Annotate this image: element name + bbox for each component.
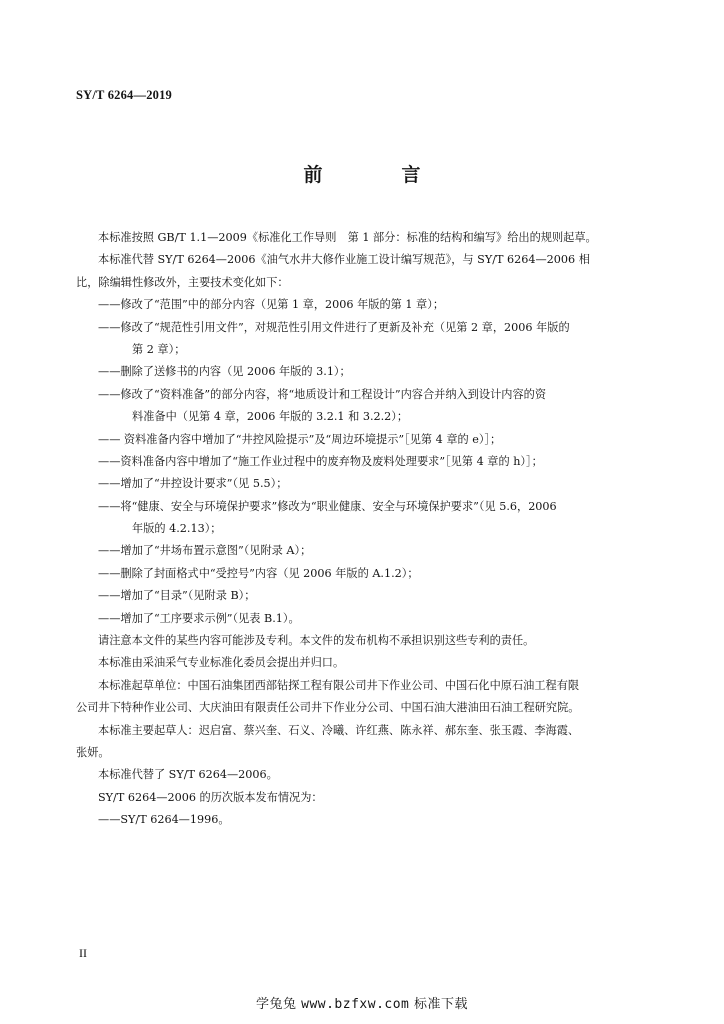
page-number: II	[79, 946, 87, 960]
drafting-units-line-1: 本标准起草单位：中国石油集团西部钻探工程有限公司井下作业公司、中国石化中原石油工程有限	[98, 678, 580, 692]
change-item: ——将“健康、安全与环境保护要求”修改为“职业健康、安全与环境保护要求”（见 5.6，2006	[98, 499, 557, 513]
site-name: 学兔兔	[255, 997, 297, 1012]
drafters-line-1: 本标准主要起草人：迟启富、蔡兴奎、石义、冷曦、许红燕、陈永祥、郝东奎、张玉霞、李海霞、	[98, 723, 580, 737]
foreword-body	[76, 227, 650, 832]
site-suffix: 标准下载	[414, 997, 469, 1012]
change-item: ——修改了“资料准备”的部分内容，将“地质设计和工程设计”内容合并纳入到设计内容的资	[98, 387, 547, 401]
change-item: ——删除了封面格式中“受控号”内容（见 2006 年版的 A.1.2）；	[98, 566, 419, 580]
change-item-continuation: 第 2 章）；	[132, 342, 186, 356]
change-item: ——增加了“井控设计要求”（见 5.5）；	[98, 477, 288, 491]
drafters-line-2: 张妍。	[76, 745, 110, 759]
change-item: ——增加了“目录”（见附录 B）；	[98, 589, 256, 603]
change-item: ——资料准备内容中增加了“施工作业过程中的废弃物及废料处理要求”［见第 4 章的 h）］；	[98, 454, 543, 468]
change-item: ——增加了“井场布置示意图”（见附录 A）；	[98, 544, 312, 558]
history-item: ——SY/T 6264—1996。	[98, 813, 230, 827]
paragraph-drafting-rules: 本标准按照 GB/T 1.1—2009《标准化工作导则 第 1 部分：标准的结构和编写》给出的规则起草。	[98, 231, 597, 244]
paragraph-replacement-line-2: 比，除编辑性修改外，主要技术变化如下：	[76, 275, 289, 289]
drafting-units-line-2: 公司井下特种作业公司、大庆油田有限责任公司井下作业分公司、中国石油大港油田石油工程研究院。	[76, 701, 580, 715]
change-item: ——修改了“规范性引用文件”，对规范性引用文件进行了更新及补充（见第 2 章，2006 年版的	[98, 320, 570, 334]
change-item: ——删除了送修书的内容（见 2006 年版的 3.1）；	[98, 365, 351, 379]
page-title: 前 言	[303, 164, 451, 186]
paragraph-replacement-line-1: 本标准代替 SY/T 6264—2006《油气水井大修作业施工设计编写规范》，与 SY/T 6264—2006 相	[98, 253, 590, 267]
replaces-statement: 本标准代替了 SY/T 6264—2006。	[98, 768, 278, 782]
history-intro: SY/T 6264—2006 的历次版本发布情况为：	[98, 790, 323, 804]
change-item: ——修改了“范围”中的部分内容（见第 1 章，2006 年版的第 1 章）；	[98, 298, 445, 312]
change-item: —— 资料准备内容中增加了“井控风险提示”及“周边环境提示”［见第 4 章的 e）］；	[98, 432, 502, 446]
site-url[interactable]: www.bzfxw.com	[301, 997, 410, 1012]
change-item: ——增加了“工序要求示例”（见表 B.1）。	[98, 611, 300, 625]
site-watermark	[0, 993, 724, 1012]
standard-code: SY/T 6264—2019	[76, 88, 172, 102]
proposer-statement: 本标准由采油采气专业标准化委员会提出并归口。	[98, 656, 345, 670]
patent-notice: 请注意本文件的某些内容可能涉及专利。本文件的发布机构不承担识别这些专利的责任。	[98, 634, 535, 648]
change-item-continuation: 料准备中（见第 4 章，2006 年版的 3.2.1 和 3.2.2）；	[132, 410, 409, 424]
change-item-continuation: 年版的 4.2.13）；	[132, 522, 222, 536]
